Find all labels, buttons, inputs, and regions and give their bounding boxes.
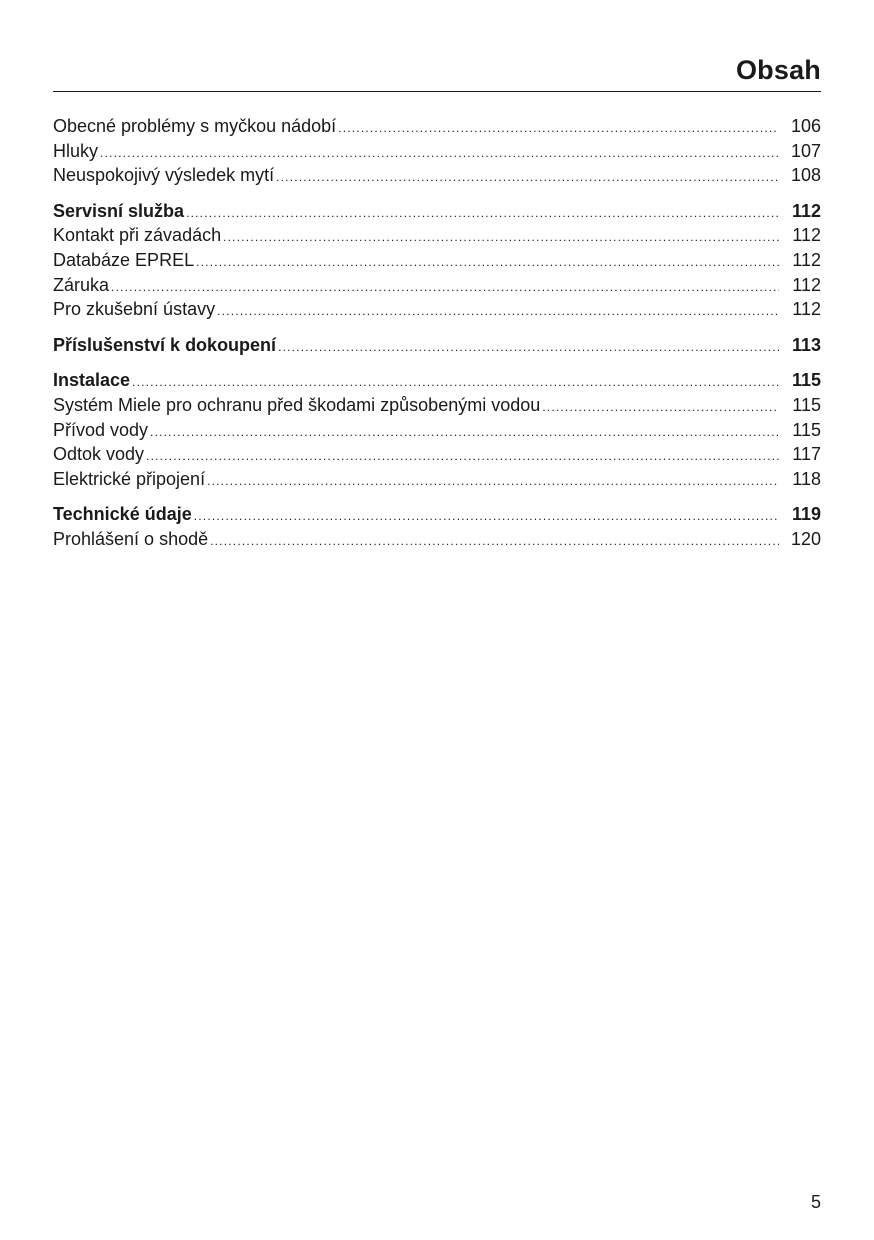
table-of-contents bbox=[53, 114, 821, 563]
toc-entry[interactable] bbox=[53, 114, 821, 139]
page-number: 5 bbox=[810, 1192, 821, 1212]
toc-leader-dots bbox=[542, 395, 779, 418]
toc-entry-label: Pro zkušební ústavy bbox=[53, 299, 216, 320]
toc-entry-page: 108 bbox=[790, 165, 821, 186]
toc-entry-label: Instalace bbox=[53, 370, 131, 391]
toc-entry[interactable] bbox=[53, 223, 821, 248]
toc-leader-dots bbox=[111, 275, 779, 298]
toc-entry-label: Databáze EPREL bbox=[53, 249, 195, 270]
toc-entry[interactable] bbox=[53, 442, 821, 467]
toc-entry-label: Neuspokojivý výsledek mytí bbox=[53, 165, 275, 186]
toc-entry[interactable] bbox=[53, 248, 821, 273]
toc-entry-page: 112 bbox=[792, 274, 821, 295]
toc-entry-page: 112 bbox=[792, 299, 821, 320]
toc-entry[interactable] bbox=[53, 418, 821, 443]
toc-leader-dots bbox=[194, 504, 779, 527]
toc-entry[interactable] bbox=[53, 163, 821, 188]
toc-leader-dots bbox=[210, 529, 779, 552]
toc-leader-dots bbox=[100, 141, 779, 164]
toc-entry[interactable] bbox=[53, 467, 821, 492]
toc-entry-label: Hluky bbox=[53, 140, 99, 161]
toc-leader-dots bbox=[338, 116, 779, 139]
toc-entry-page: 112 bbox=[792, 249, 821, 270]
toc-entry-page: 115 bbox=[792, 394, 821, 415]
toc-entry-label: Technické údaje bbox=[53, 504, 192, 525]
toc-entry[interactable] bbox=[53, 393, 821, 418]
toc-entry[interactable] bbox=[53, 139, 821, 164]
toc-entry-page: 115 bbox=[792, 419, 821, 440]
toc-entry-label: Servisní služba bbox=[53, 200, 185, 221]
toc-section bbox=[53, 114, 821, 188]
toc-leader-dots bbox=[276, 165, 779, 188]
toc-section bbox=[53, 368, 821, 491]
toc-entry-page: 118 bbox=[792, 468, 821, 489]
toc-entry-label: Odtok vody bbox=[53, 444, 145, 465]
toc-leader-dots bbox=[146, 444, 779, 467]
toc-entry-label: Prohlášení o shodě bbox=[53, 528, 209, 549]
toc-entry[interactable] bbox=[53, 527, 821, 552]
toc-leader-dots bbox=[223, 225, 779, 248]
toc-entry-page: 117 bbox=[792, 444, 821, 465]
toc-chapter-entry[interactable] bbox=[53, 502, 821, 527]
toc-chapter-entry[interactable] bbox=[53, 333, 821, 358]
toc-section bbox=[53, 333, 821, 358]
toc-entry-label: Záruka bbox=[53, 274, 110, 295]
toc-leader-dots bbox=[150, 420, 779, 443]
toc-entry-label: Přívod vody bbox=[53, 419, 149, 440]
toc-entry-page: 112 bbox=[792, 225, 821, 246]
toc-leader-dots bbox=[207, 469, 779, 492]
toc-entry[interactable] bbox=[53, 273, 821, 298]
toc-section bbox=[53, 199, 821, 322]
toc-entry[interactable] bbox=[53, 297, 821, 322]
toc-chapter-entry[interactable] bbox=[53, 199, 821, 224]
toc-entry-page: 112 bbox=[791, 200, 821, 221]
toc-entry-label: Obecné problémy s myčkou nádobí bbox=[53, 116, 337, 136]
toc-entry-page: 115 bbox=[791, 370, 821, 391]
toc-leader-dots bbox=[186, 201, 779, 224]
toc-leader-dots bbox=[217, 299, 779, 322]
toc-entry-label: Systém Miele pro ochranu před škodami způsobenými vodou bbox=[53, 394, 541, 415]
toc-entry-label: Elektrické připojení bbox=[53, 468, 206, 489]
toc-entry-page: 113 bbox=[791, 334, 821, 355]
toc-leader-dots bbox=[278, 335, 779, 358]
toc-entry-page: 120 bbox=[790, 528, 821, 549]
toc-entry-page: 119 bbox=[791, 504, 821, 525]
toc-chapter-entry[interactable] bbox=[53, 368, 821, 393]
toc-section bbox=[53, 502, 821, 551]
toc-entry-label: Příslušenství k dokoupení bbox=[53, 334, 277, 355]
toc-entry-label: Kontakt při závadách bbox=[53, 225, 222, 246]
toc-leader-dots bbox=[132, 370, 779, 393]
title-divider bbox=[53, 91, 821, 92]
toc-entry-page: 106 bbox=[790, 116, 821, 136]
toc-leader-dots bbox=[196, 250, 779, 273]
page-title: Obsah bbox=[735, 55, 821, 85]
toc-entry-page: 107 bbox=[790, 140, 821, 161]
